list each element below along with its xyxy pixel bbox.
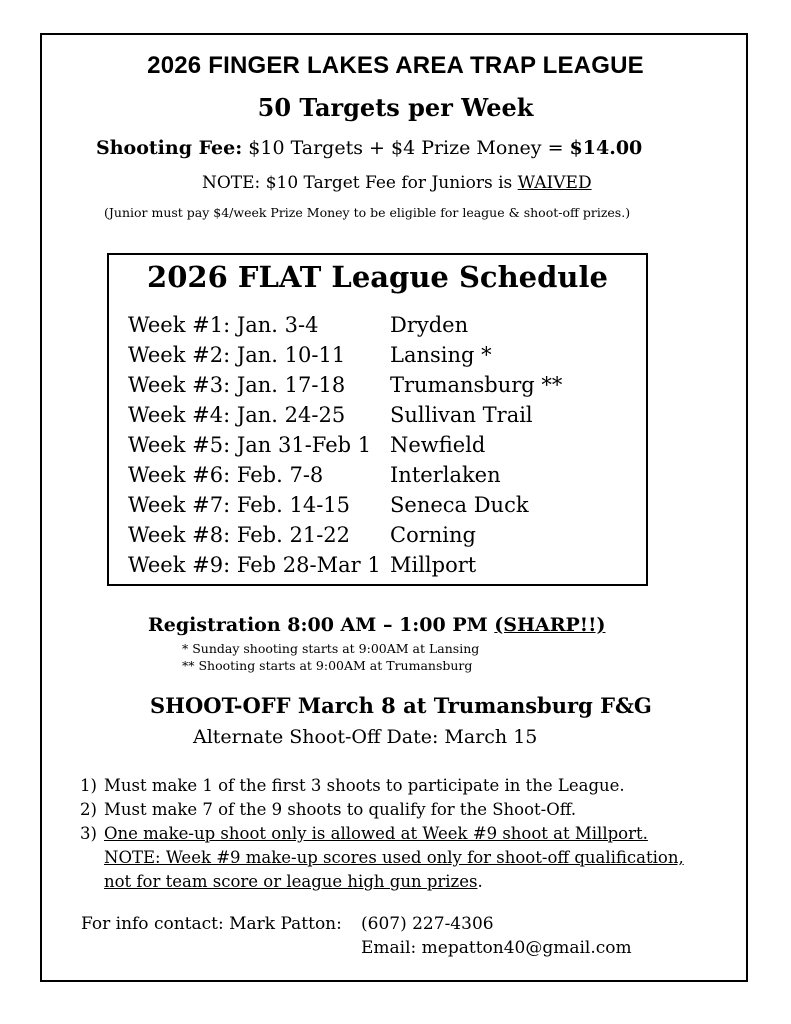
contact-phone: (607) 227-4306 xyxy=(361,914,494,934)
week-location: Seneca Duck xyxy=(390,493,529,517)
contact-email: Email: mepatton40@gmail.com xyxy=(361,938,632,958)
week-date: Week #6: Feb. 7-8 xyxy=(128,463,324,487)
schedule-row xyxy=(128,493,529,517)
schedule-title: 2026 FLAT League Schedule xyxy=(147,260,608,294)
flyer-title: 2026 FINGER LAKES AREA TRAP LEAGUE xyxy=(147,52,644,79)
week-date: Week #1: Jan. 3-4 xyxy=(128,313,319,337)
rule-text: Must make 7 of the 9 shoots to qualify for the Shoot-Off. xyxy=(104,800,577,819)
rule-note-text: not for team score or league high gun prizes xyxy=(104,872,478,891)
schedule-row xyxy=(128,523,476,547)
week-date: Week #5: Jan 31-Feb 1 xyxy=(128,433,372,457)
junior-fee-note xyxy=(202,173,592,193)
alternate-shootoff-date: Alternate Shoot-Off Date: March 15 xyxy=(193,726,538,748)
sharp-text: (SHARP!!) xyxy=(494,614,606,636)
rule-note-text: NOTE: Week #9 make-up scores used only for shoot-off qualification, xyxy=(104,848,684,867)
rule-number: 3) xyxy=(80,824,97,843)
week-location: Corning xyxy=(390,523,476,547)
week-location: Sullivan Trail xyxy=(390,403,533,427)
week-location: Millport xyxy=(390,553,477,577)
schedule-row xyxy=(128,433,485,457)
rule-text: Must make 1 of the first 3 shoots to participate in the League. xyxy=(104,776,625,795)
rule-number: 1) xyxy=(80,776,97,795)
week-location: Dryden xyxy=(390,313,469,337)
week-date: Week #3: Jan. 17-18 xyxy=(128,373,346,397)
week-date: Week #9: Feb 28-Mar 1 xyxy=(128,553,381,577)
week-date: Week #4: Jan. 24-25 xyxy=(128,403,346,427)
week-location: Newfield xyxy=(390,433,486,457)
week-location: Lansing * xyxy=(390,343,492,367)
fee-total: $14.00 xyxy=(569,137,643,159)
week-date: Week #2: Jan. 10-11 xyxy=(128,343,346,367)
waived-text: WAIVED xyxy=(517,173,592,193)
note-text: NOTE: $10 Target Fee for Juniors is xyxy=(202,173,518,193)
rule-item xyxy=(80,776,625,795)
rule-item xyxy=(80,800,576,819)
lansing-note: * Sunday shooting starts at 9:00AM at Lansing xyxy=(182,641,480,656)
registration-hours xyxy=(148,614,605,636)
trumansburg-note: ** Shooting starts at 9:00AM at Trumansburg xyxy=(182,658,473,673)
shooting-fee xyxy=(96,137,642,159)
shootoff-title: SHOOT-OFF March 8 at Trumansburg F&G xyxy=(150,693,652,718)
registration-text: Registration 8:00 AM – 1:00 PM xyxy=(148,614,495,636)
schedule-row xyxy=(128,463,501,487)
week-location: Trumansburg ** xyxy=(390,373,563,397)
contact-label: For info contact: Mark Patton: xyxy=(81,914,342,934)
rule-note-period: . xyxy=(477,872,483,891)
fee-label: Shooting Fee: xyxy=(96,137,243,159)
week-location: Interlaken xyxy=(390,463,501,487)
rule-item xyxy=(80,824,648,843)
junior-prize-note: (Junior must pay $4/week Prize Money to be eligible for league & shoot-off prizes.) xyxy=(104,205,631,220)
schedule-row xyxy=(128,343,492,367)
schedule-row xyxy=(128,373,562,397)
schedule-row xyxy=(128,403,533,427)
schedule-row xyxy=(128,553,476,577)
rule-note-line xyxy=(104,872,483,891)
fee-detail: $10 Targets + $4 Prize Money = xyxy=(242,137,570,159)
rule-text: One make-up shoot only is allowed at Week #9 shoot at Millport. xyxy=(104,824,648,843)
rule-number: 2) xyxy=(80,800,97,819)
rule-note-line xyxy=(104,848,684,867)
targets-per-week: 50 Targets per Week xyxy=(257,93,534,122)
schedule-row xyxy=(128,313,468,337)
week-date: Week #8: Feb. 21-22 xyxy=(128,523,351,547)
week-date: Week #7: Feb. 14-15 xyxy=(128,493,351,517)
